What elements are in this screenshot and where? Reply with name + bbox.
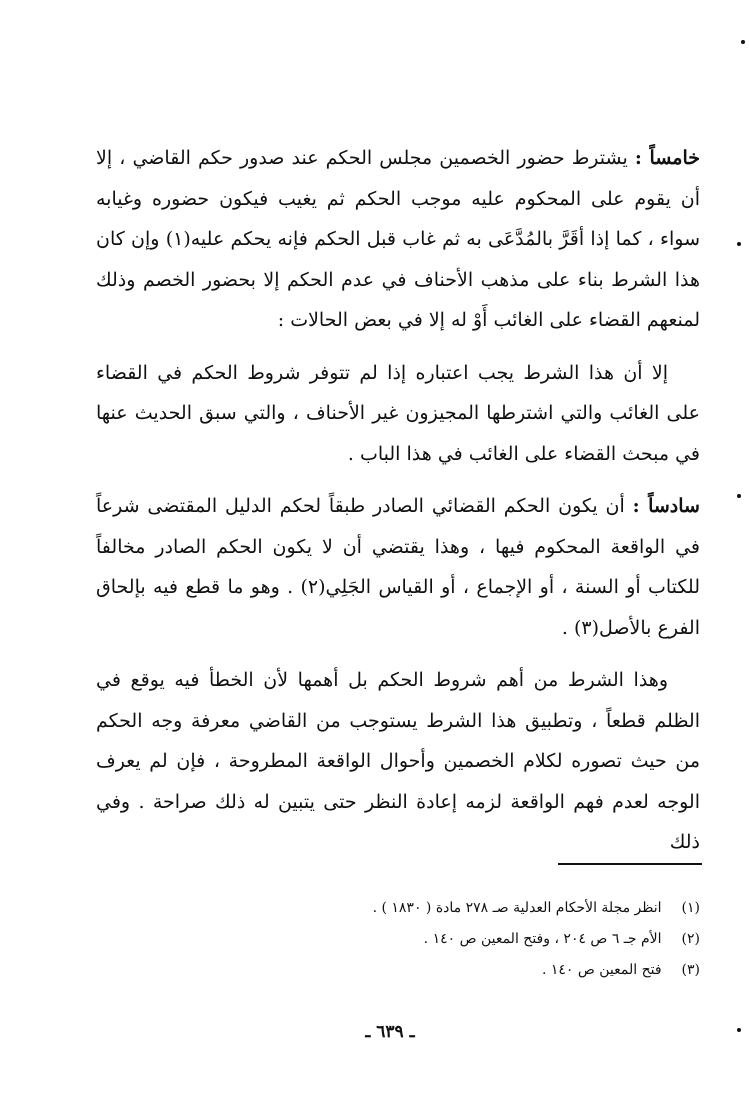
scan-mark bbox=[737, 242, 741, 246]
footnote-separator bbox=[558, 863, 702, 865]
paragraph-condition-five bbox=[96, 138, 700, 341]
paragraph-lead: خامساً : bbox=[634, 147, 700, 169]
paragraph-text: يشترط حضور الخصمين مجلس الحكم عند صدور حكم القاضي ، إلا أن يقوم على المحكوم عليه موجب الحكم ثم يغيب فيكون حضوره وغيابه سواء ، كما إذا أقَرَّ بالمُدَّعَى به ثم غاب قبل الحكم فإنه يحكم عليه(١) وإن كان هذا الشرط بناء على مذهب الأحناف في عدم الحكم إلا بحضور الخصم وذلك لمنعهم القضاء على الغائب أَوْ له إلا في بعض الحالات : bbox=[96, 147, 701, 331]
paragraph-lead: سادساً : bbox=[632, 495, 700, 517]
footnote bbox=[140, 955, 700, 986]
paragraph-exception bbox=[96, 353, 700, 475]
footnote-text: انظر مجلة الأحكام العدلية صـ ٢٧٨ مادة ( ١٨٣٠ ) . bbox=[372, 900, 662, 916]
footnote-number: (١) bbox=[681, 900, 700, 916]
scan-mark bbox=[737, 494, 741, 498]
footnote-number: (٢) bbox=[681, 931, 700, 947]
footnote bbox=[140, 924, 700, 955]
paragraph-text: وهذا الشرط من أهم شروط الحكم بل أهمها لأن الخطأ فيه يوقع في الظلم قطعاً ، وتطبيق هذا الشرط يستوجب من القاضي معرفة وجه الحكم من حيث تصوره لكلام الخصمين وأحوال الواقعة المطروحة ، فإن لم يعرف الوجه لعدم فهم الواقعة لزمه إعادة النظر حتى يتبين له ذلك صراحة . وفي ذلك bbox=[96, 669, 700, 853]
page-number: ـ ٦٣٩ ـ bbox=[365, 1022, 415, 1042]
footnote-text: فتح المعين ص ١٤٠ . bbox=[541, 962, 662, 978]
paragraph-importance bbox=[96, 660, 700, 863]
footnotes bbox=[140, 893, 700, 986]
paragraph-text: أن يكون الحكم القضائي الصادر طبقاً لحكم الدليل المقتضى شرعاً في الواقعة المحكوم فيها ، وهذا يقتضي أن لا يكون الحكم الصادر مخالفاً للكتاب أو السنة ، أو الإجماع ، أو القياس الجَلِي(٢) . وهو ما قطع فيه بإلحاق الفرع بالأصل(٣) . bbox=[96, 495, 700, 639]
footnote-text: الأم جـ ٦ ص ٢٠٤ ، وفتح المعين ص ١٤٠ . bbox=[423, 931, 662, 947]
scan-mark bbox=[737, 1028, 741, 1032]
paragraph-condition-six bbox=[96, 486, 700, 648]
paragraph-text: إلا أن هذا الشرط يجب اعتباره إذا لم تتوفر شروط الحكم في القضاء على الغائب والتي اشترطها المجيزون غير الأحناف ، والتي سبق الحديث عنها في مبحث القضاء على الغائب في هذا الباب . bbox=[96, 361, 700, 465]
footnote-number: (٣) bbox=[681, 962, 700, 978]
footnote bbox=[140, 893, 700, 924]
scan-mark bbox=[741, 40, 745, 44]
main-text bbox=[96, 138, 700, 863]
